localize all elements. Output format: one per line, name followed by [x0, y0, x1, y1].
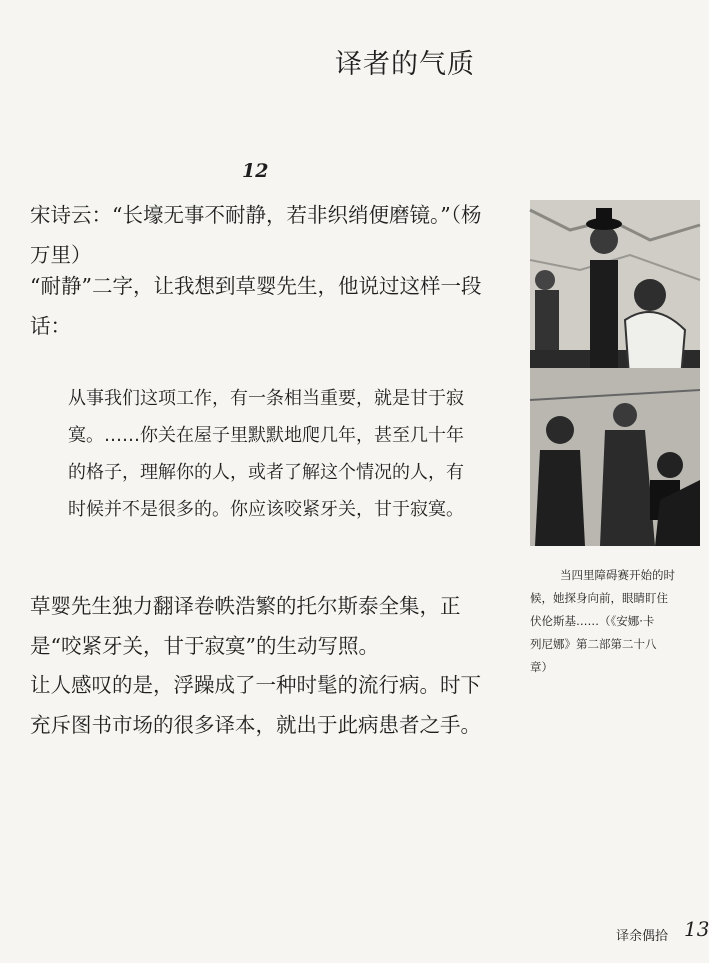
paragraph-2: “耐静”二字，让我想到草婴先生，他说过这样一段话： [30, 274, 482, 338]
caption-line-4: 列尼娜》第二部第二十八 [530, 637, 657, 651]
illustration-caption [530, 564, 705, 679]
block-quote: 从事我们这项工作，有一条相当重要，就是甘于寂寞。……你关在屋子里默默地爬几年，甚至几十年的格子，理解你的人，或者了解这个情况的人，有时候并不是很多的。你应该咬紧牙关，甘于寂寞。 [68, 388, 464, 520]
caption-line-1: 当四里障碍赛开始的时 [560, 568, 675, 582]
illustration [530, 200, 700, 546]
page-number: 13 [684, 917, 709, 941]
paragraph-1: 宋诗云：“长壕无事不耐静，若非织绡便磨镜。”（杨万里） [30, 203, 482, 267]
caption-line-2: 候，她探身向前，眼睛盯住 [530, 591, 668, 605]
paragraph-4: 让人感叹的是，浮躁成了一种时髦的流行病。时下充斥图书市场的很多译本，就出于此病患者之手。 [30, 673, 481, 737]
caption-line-5: 章） [530, 660, 553, 674]
paragraph-3: 草婴先生独力翻译卷帙浩繁的托尔斯泰全集，正是“咬紧牙关，甘于寂寞”的生动写照。 [30, 594, 461, 658]
caption-line-3: 伏伦斯基……（《安娜·卡 [530, 614, 655, 628]
page-title: 译者的气质 [335, 49, 475, 80]
running-footer-label: 译余偶拾 [616, 929, 669, 944]
section-number: 12 [242, 160, 269, 182]
